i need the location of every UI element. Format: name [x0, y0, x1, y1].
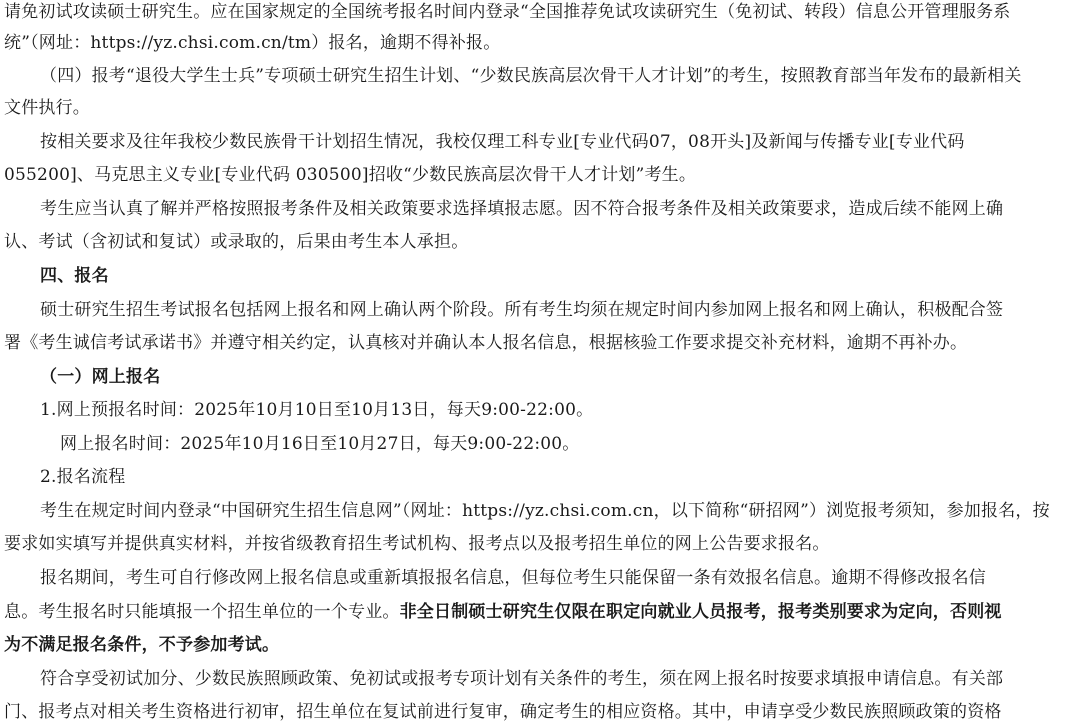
section-heading-registration: 四、报名: [40, 266, 109, 286]
text-line: 要求如实填写并提供真实材料，并按省级教育招生考试机构、报考点以及报考招生单位的网上公告要求报名。: [4, 534, 830, 554]
text-line: 符合享受初试加分、少数民族照顾政策、免初试或报考专项计划有关条件的考生，须在网上报名时按要求填报申请信息。有关部: [40, 669, 1004, 689]
text-line: 1.网上预报名时间：2025年10月10日至10月13日，每天9:00-22:00。: [40, 400, 594, 420]
text-line: 认、考试（含初试和复试）或录取的，后果由考生本人承担。: [4, 232, 469, 252]
text-line: 统”（网址：https://yz.chsi.com.cn/tm）报名，逾期不得补报。: [4, 33, 501, 53]
text-line: 按相关要求及往年我校少数民族骨干计划招生情况，我校仅理工科专业[专业代码07，08开头]及新闻与传播专业[专业代码: [40, 132, 965, 152]
text-line: 055200]、马克思主义专业[专业代码 030500]招收“少数民族高层次骨干人才计划”考生。: [4, 165, 697, 185]
text-line: 2.报名流程: [40, 467, 126, 487]
text-line: 文件执行。: [4, 98, 90, 118]
text-line: 请免初试攻读硕士研究生。应在国家规定的全国统考报名时间内登录“全国推荐免试攻读研究生（免初试、转段）信息公开管理服务系: [4, 2, 1011, 22]
bold-text-segment: 非全日制硕士研究生仅限在职定向就业人员报考，报考类别要求为定向，否则视: [399, 602, 1002, 622]
text-line: 网上报名时间：2025年10月16日至10月27日，每天9:00-22:00。: [60, 434, 580, 454]
bold-text-line: 为不满足报名条件，不予参加考试。: [4, 635, 280, 655]
section-heading-4: （四）报考“退役大学生士兵”专项硕士研究生招生计划、“少数民族高层次骨干人才计划”的考生，按照教育部当年发布的最新相关: [40, 66, 1022, 86]
text-line: 考生在规定时间内登录“中国研究生招生信息网”（网址：https://yz.chsi.com.cn，以下简称“研招网”）浏览报考须知，参加报名，按: [40, 501, 1050, 521]
subsection-heading-online: （一）网上报名: [40, 367, 161, 387]
text-line: 署《考生诚信考试承诺书》并遵守相关约定，认真核对并确认本人报名信息，根据核验工作要求提交补充材料，逾期不再补办。: [4, 333, 968, 353]
text-line: 门、报考点对相关考生资格进行初审，招生单位在复试前进行复审，确定考生的相应资格。其中，申请享受少数民族照顾政策的资格: [4, 702, 1002, 722]
text-line: 考生应当认真了解并严格按照报考条件及相关政策要求选择填报志愿。因不符合报考条件及相关政策要求，造成后续不能网上确: [40, 199, 1004, 219]
text-line: 报名期间，考生可自行修改网上报名信息或重新填报报名信息，但每位考生只能保留一条有效报名信息。逾期不得修改报名信: [40, 568, 986, 588]
text-segment: 息。考生报名时只能填报一个招生单位的一个专业。: [4, 602, 400, 622]
text-line: [4, 600, 1002, 624]
text-line: 硕士研究生招生考试报名包括网上报名和网上确认两个阶段。所有考生均须在规定时间内参加网上报名和网上确认，积极配合签: [40, 300, 1004, 320]
